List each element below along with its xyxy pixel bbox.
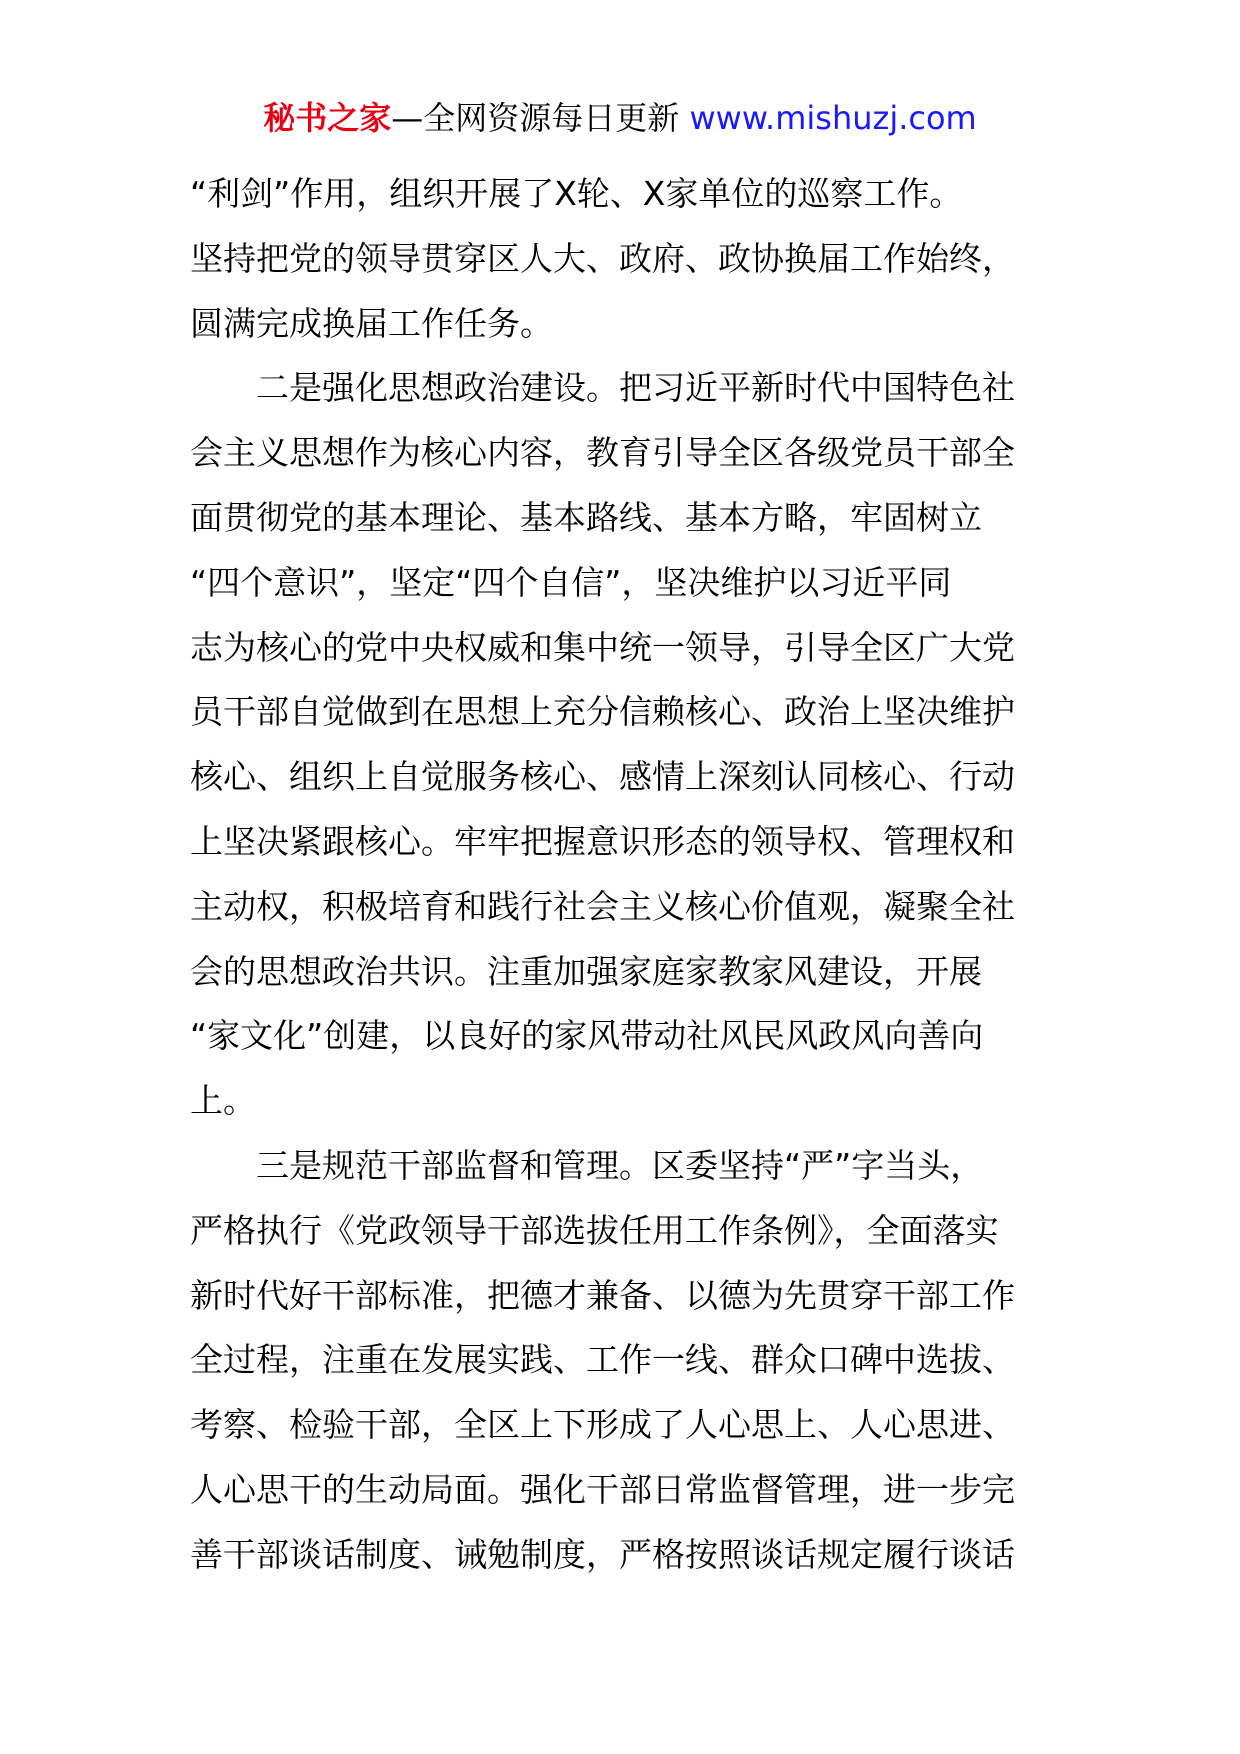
text-line: 会主义思想作为核心内容，教育引导全区各级党员干部全	[190, 433, 1015, 473]
text-line: 全过程，注重在发展实践、工作一线、群众口碑中选拔、	[190, 1340, 1015, 1380]
text-line: 圆满完成换届工作任务。	[190, 303, 553, 343]
text-line: 面贯彻党的基本理论、基本路线、基本方略，牢固树立	[190, 497, 982, 537]
text-line: 员干部自觉做到在思想上充分信赖核心、政治上坚决维护	[190, 692, 1015, 732]
text-line: 坚持把党的领导贯穿区人大、政府、政协换届工作始终，	[190, 238, 1015, 278]
text-line: 考察、检验干部，全区上下形成了人心思上、人心思进、	[190, 1405, 1015, 1445]
site-tagline: —全网资源每日更新	[391, 99, 680, 137]
text-line: 严格执行《党政领导干部选拔任用工作条例》，全面落实	[190, 1210, 999, 1250]
text-line: 上。	[190, 1081, 256, 1121]
text-line: 新时代好干部标准，把德才兼备、以德为先贯穿干部工作	[190, 1275, 1015, 1315]
paragraph-start-line: 三是规范干部监督和管理。区委坚持“严”字当头，	[256, 1145, 984, 1185]
text-line: 志为核心的党中央权威和集中统一领导，引导全区广大党	[190, 627, 1015, 667]
paragraph-start-line: 二是强化思想政治建设。把习近平新时代中国特色社	[256, 368, 1015, 408]
text-line: 善干部谈话制度、诫勉制度，严格按照谈话规定履行谈话	[190, 1534, 1015, 1574]
text-line: “家文化”创建，以良好的家风带动社风民风政风向善向	[190, 1016, 984, 1056]
text-line: 主动权，积极培育和践行社会主义核心价值观，凝聚全社	[190, 886, 1015, 926]
text-line: 上坚决紧跟核心。牢牢把握意识形态的领导权、管理权和	[190, 821, 1015, 861]
site-brand: 秘书之家	[263, 99, 392, 137]
text-line: “利剑”作用，组织开展了X轮、X家单位的巡察工作。	[190, 174, 963, 213]
document-body	[190, 162, 1060, 1588]
text-line: 人心思干的生动局面。强化干部日常监督管理，进一步完	[190, 1469, 1015, 1509]
site-url-link[interactable]: www.mishuzj.com	[689, 99, 977, 137]
text-line: “四个意识”，坚定“四个自信”，坚决维护以习近平同	[190, 562, 952, 602]
text-line: 会的思想政治共识。注重加强家庭家教家风建设，开展	[190, 951, 982, 991]
site-header	[0, 96, 1240, 140]
text-line: 核心、组织上自觉服务核心、感情上深刻认同核心、行动	[190, 757, 1015, 797]
